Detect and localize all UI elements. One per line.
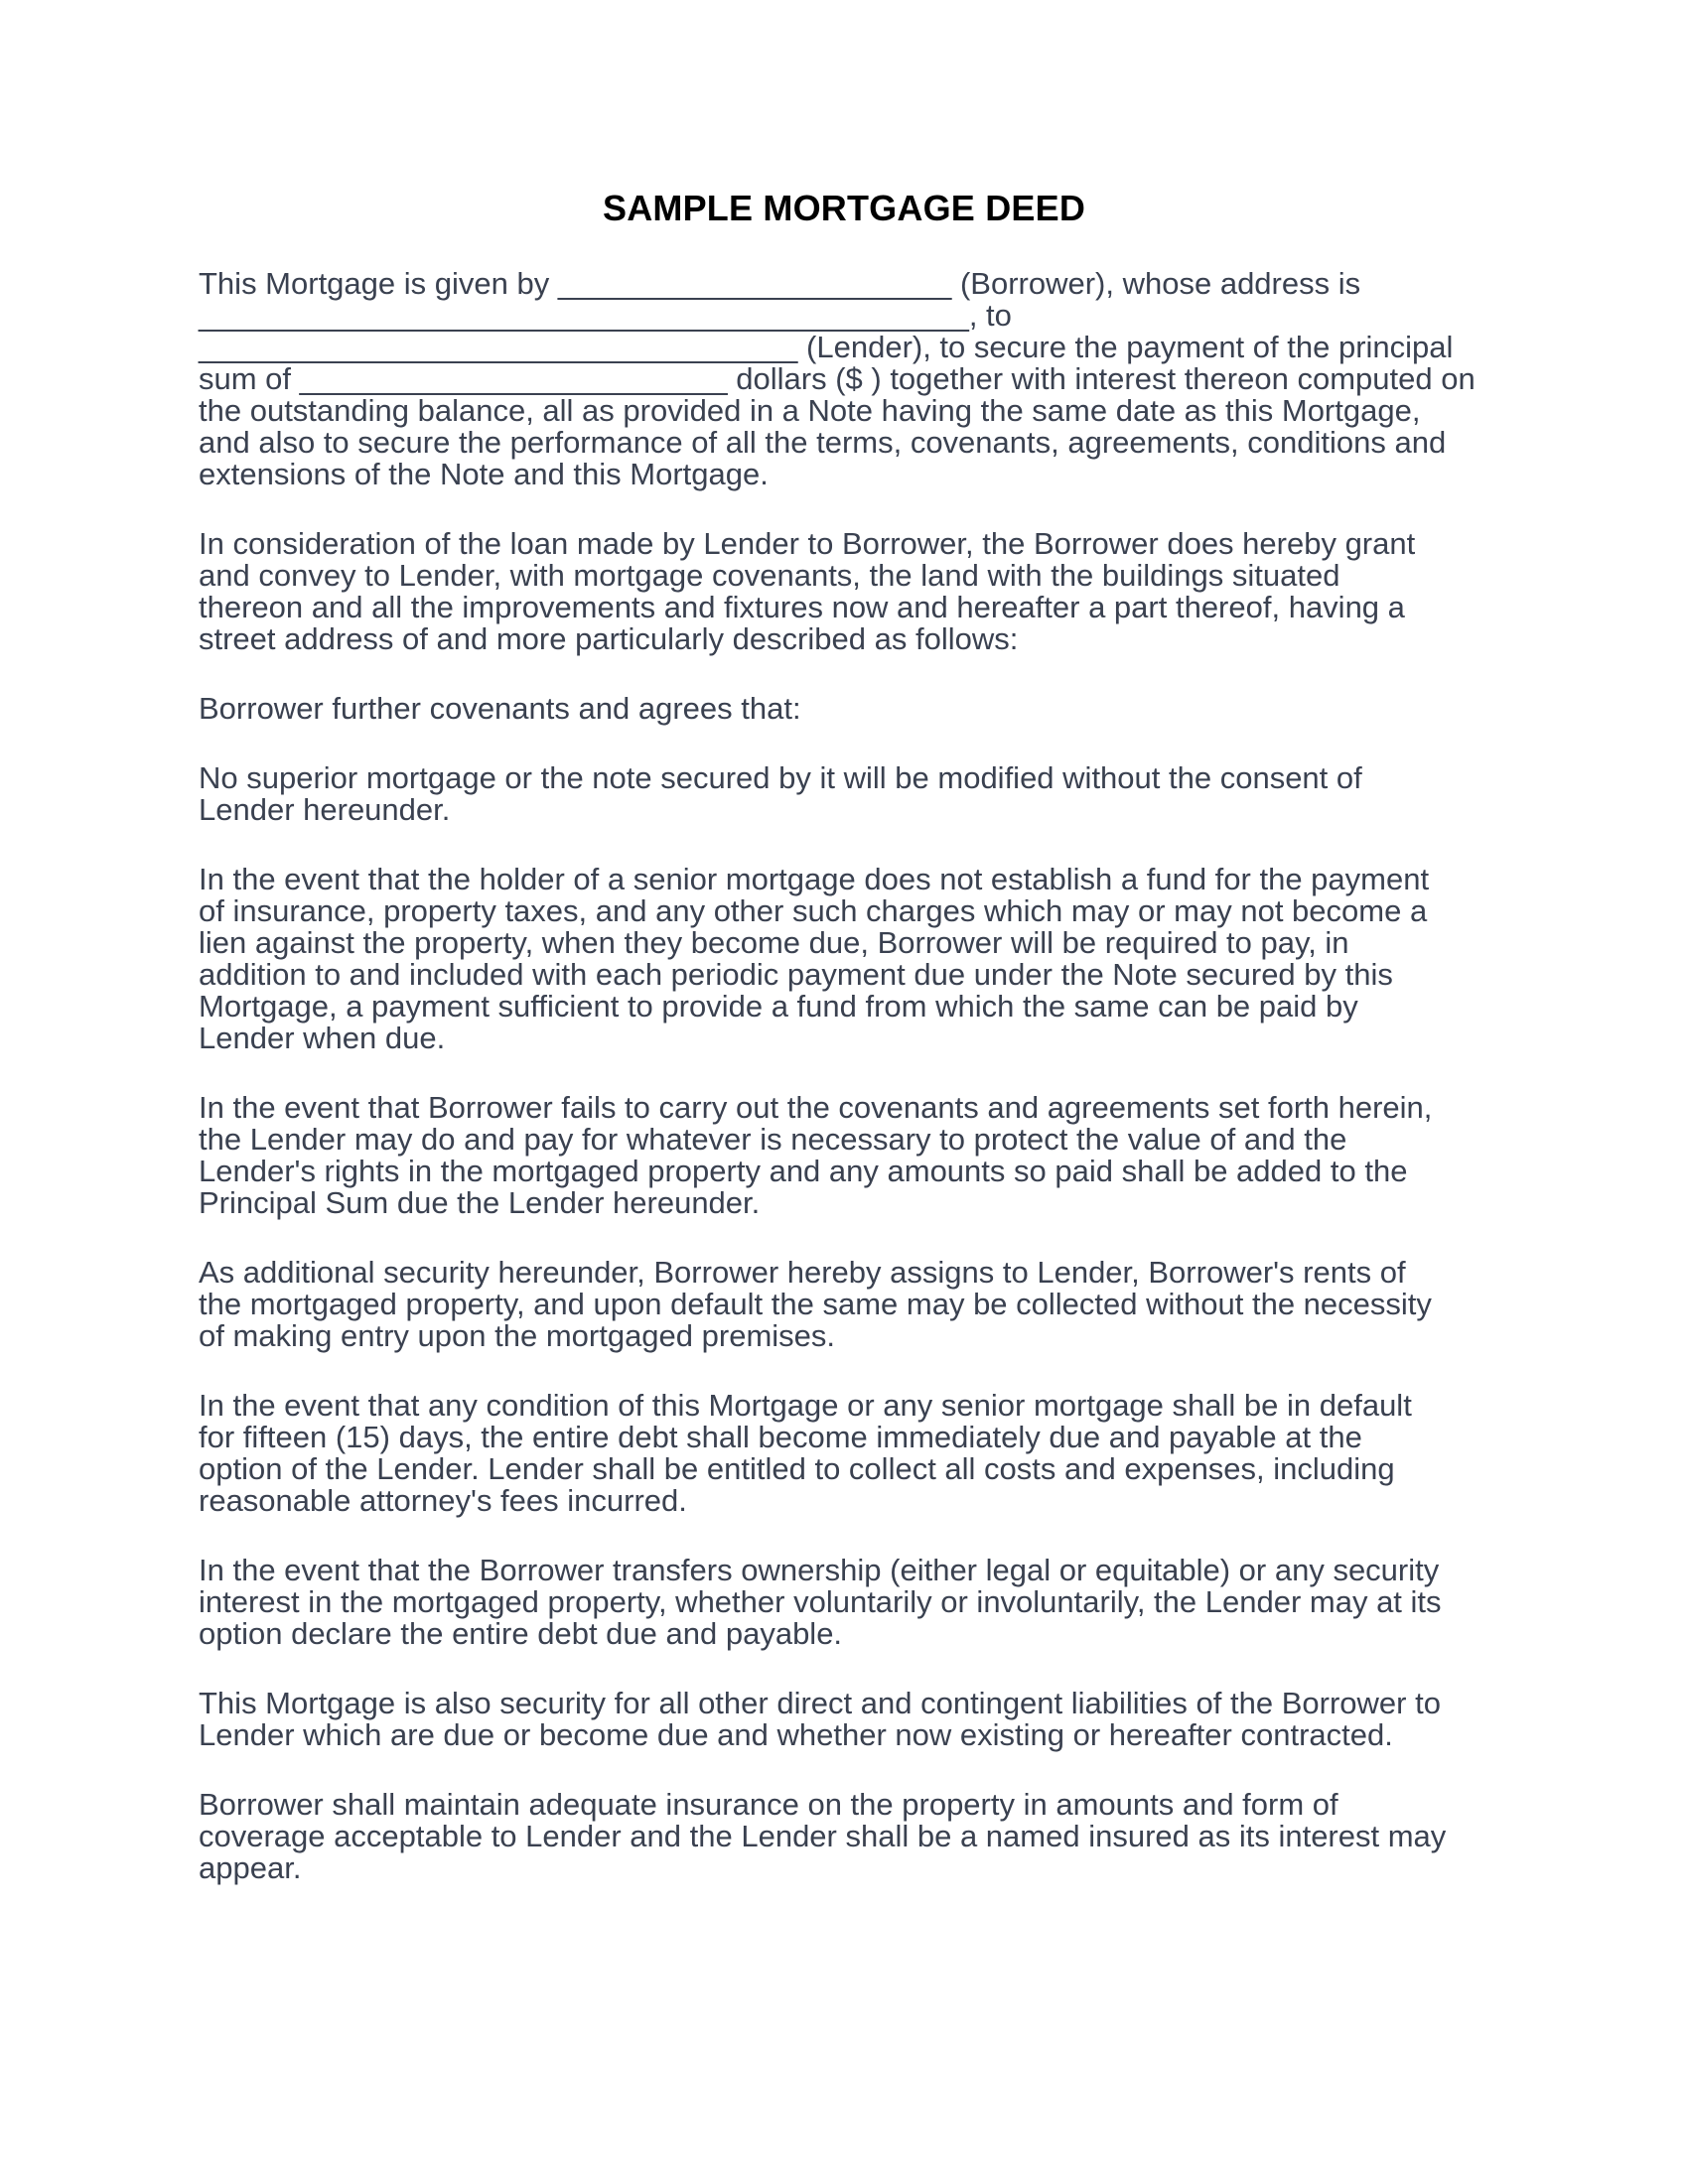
paragraph-3 bbox=[199, 693, 1499, 725]
paragraph-line: Borrower shall maintain adequate insurance on the property in amounts and form of bbox=[199, 1787, 1338, 1822]
paragraph-2 bbox=[199, 528, 1499, 655]
paragraph-line: interest in the mortgaged property, whether voluntarily or involuntarily, the Lender may at its bbox=[199, 1584, 1442, 1619]
paragraph-10 bbox=[199, 1688, 1499, 1751]
paragraph-line: Principal Sum due the Lender hereunder. bbox=[199, 1185, 761, 1220]
paragraph-5 bbox=[199, 864, 1499, 1054]
paragraph-line: of making entry upon the mortgaged premises. bbox=[199, 1318, 836, 1353]
paragraph-line: for fifteen (15) days, the entire debt shall become immediately due and payable at the bbox=[199, 1420, 1362, 1454]
paragraph-line: the mortgaged property, and upon default the same may be collected without the necessity bbox=[199, 1287, 1432, 1321]
paragraph-line: This Mortgage is also security for all other direct and contingent liabilities of the Borrower to bbox=[199, 1686, 1441, 1720]
paragraph-line: and also to secure the performance of all the terms, covenants, agreements, conditions and bbox=[199, 425, 1447, 460]
paragraph-line: Mortgage, a payment sufficient to provide a fund from which the same can be paid by bbox=[199, 989, 1358, 1024]
paragraph-line: As additional security hereunder, Borrower hereby assigns to Lender, Borrower's rents of bbox=[199, 1255, 1406, 1290]
paragraph-line: the outstanding balance, all as provided in a Note having the same date as this Mortgage, bbox=[199, 393, 1421, 428]
paragraph-line: option declare the entire debt due and payable. bbox=[199, 1616, 843, 1651]
paragraph-line: street address of and more particularly described as follows: bbox=[199, 621, 1019, 656]
paragraph-1 bbox=[199, 268, 1499, 490]
paragraph-line: appear. bbox=[199, 1850, 302, 1885]
paragraph-line: Lender when due. bbox=[199, 1021, 446, 1055]
paragraph-4 bbox=[199, 762, 1499, 826]
paragraph-line: In the event that the Borrower transfers ownership (either legal or equitable) or any security bbox=[199, 1553, 1440, 1587]
paragraph-line: coverage acceptable to Lender and the Lender shall be a named insured as its interest may bbox=[199, 1819, 1447, 1853]
paragraph-line: _____________________________________________, to bbox=[199, 298, 1012, 333]
paragraph-line: option of the Lender. Lender shall be entitled to collect all costs and expenses, including bbox=[199, 1451, 1395, 1486]
paragraph-9 bbox=[199, 1555, 1499, 1650]
paragraph-line: the Lender may do and pay for whatever is necessary to protect the value of and the bbox=[199, 1122, 1347, 1157]
paragraph-line: This Mortgage is given by _______________________ (Borrower), whose address is bbox=[199, 266, 1361, 301]
paragraph-line: No superior mortgage or the note secured by it will be modified without the consent of bbox=[199, 760, 1362, 795]
paragraph-line: In the event that Borrower fails to carry out the covenants and agreements set forth herein, bbox=[199, 1090, 1433, 1125]
paragraph-8 bbox=[199, 1390, 1499, 1517]
paragraph-line: Lender which are due or become due and whether now existing or hereafter contracted. bbox=[199, 1717, 1393, 1752]
paragraph-line: sum of _________________________ dollars ($ ) together with interest thereon computed on bbox=[199, 361, 1476, 396]
paragraph-line: thereon and all the improvements and fixtures now and hereafter a part thereof, having a bbox=[199, 590, 1405, 624]
paragraph-line: Borrower further covenants and agrees that: bbox=[199, 691, 801, 726]
paragraph-6 bbox=[199, 1092, 1499, 1219]
paragraph-line: Lender's rights in the mortgaged property and any amounts so paid shall be added to the bbox=[199, 1154, 1408, 1188]
paragraph-line: In the event that the holder of a senior mortgage does not establish a fund for the payment bbox=[199, 862, 1430, 896]
paragraph-line: reasonable attorney's fees incurred. bbox=[199, 1483, 687, 1518]
paragraph-line: addition to and included with each periodic payment due under the Note secured by this bbox=[199, 957, 1393, 992]
paragraph-line: In consideration of the loan made by Lender to Borrower, the Borrower does hereby grant bbox=[199, 526, 1416, 561]
paragraph-line: lien against the property, when they become due, Borrower will be required to pay, in bbox=[199, 925, 1349, 960]
paragraph-line: extensions of the Note and this Mortgage. bbox=[199, 457, 769, 491]
paragraph-line: In the event that any condition of this Mortgage or any senior mortgage shall be in default bbox=[199, 1388, 1412, 1423]
paragraph-7 bbox=[199, 1257, 1499, 1352]
paragraph-line: of insurance, property taxes, and any other such charges which may or may not become a bbox=[199, 893, 1428, 928]
paragraph-line: ___________________________________ (Lender), to secure the payment of the principal bbox=[199, 330, 1454, 364]
paragraph-line: Lender hereunder. bbox=[199, 792, 451, 827]
document-body bbox=[199, 268, 1499, 1922]
paragraph-line: and convey to Lender, with mortgage covenants, the land with the buildings situated bbox=[199, 558, 1340, 593]
paragraph-11 bbox=[199, 1789, 1499, 1884]
document-title: SAMPLE MORTGAGE DEED bbox=[602, 188, 1086, 228]
